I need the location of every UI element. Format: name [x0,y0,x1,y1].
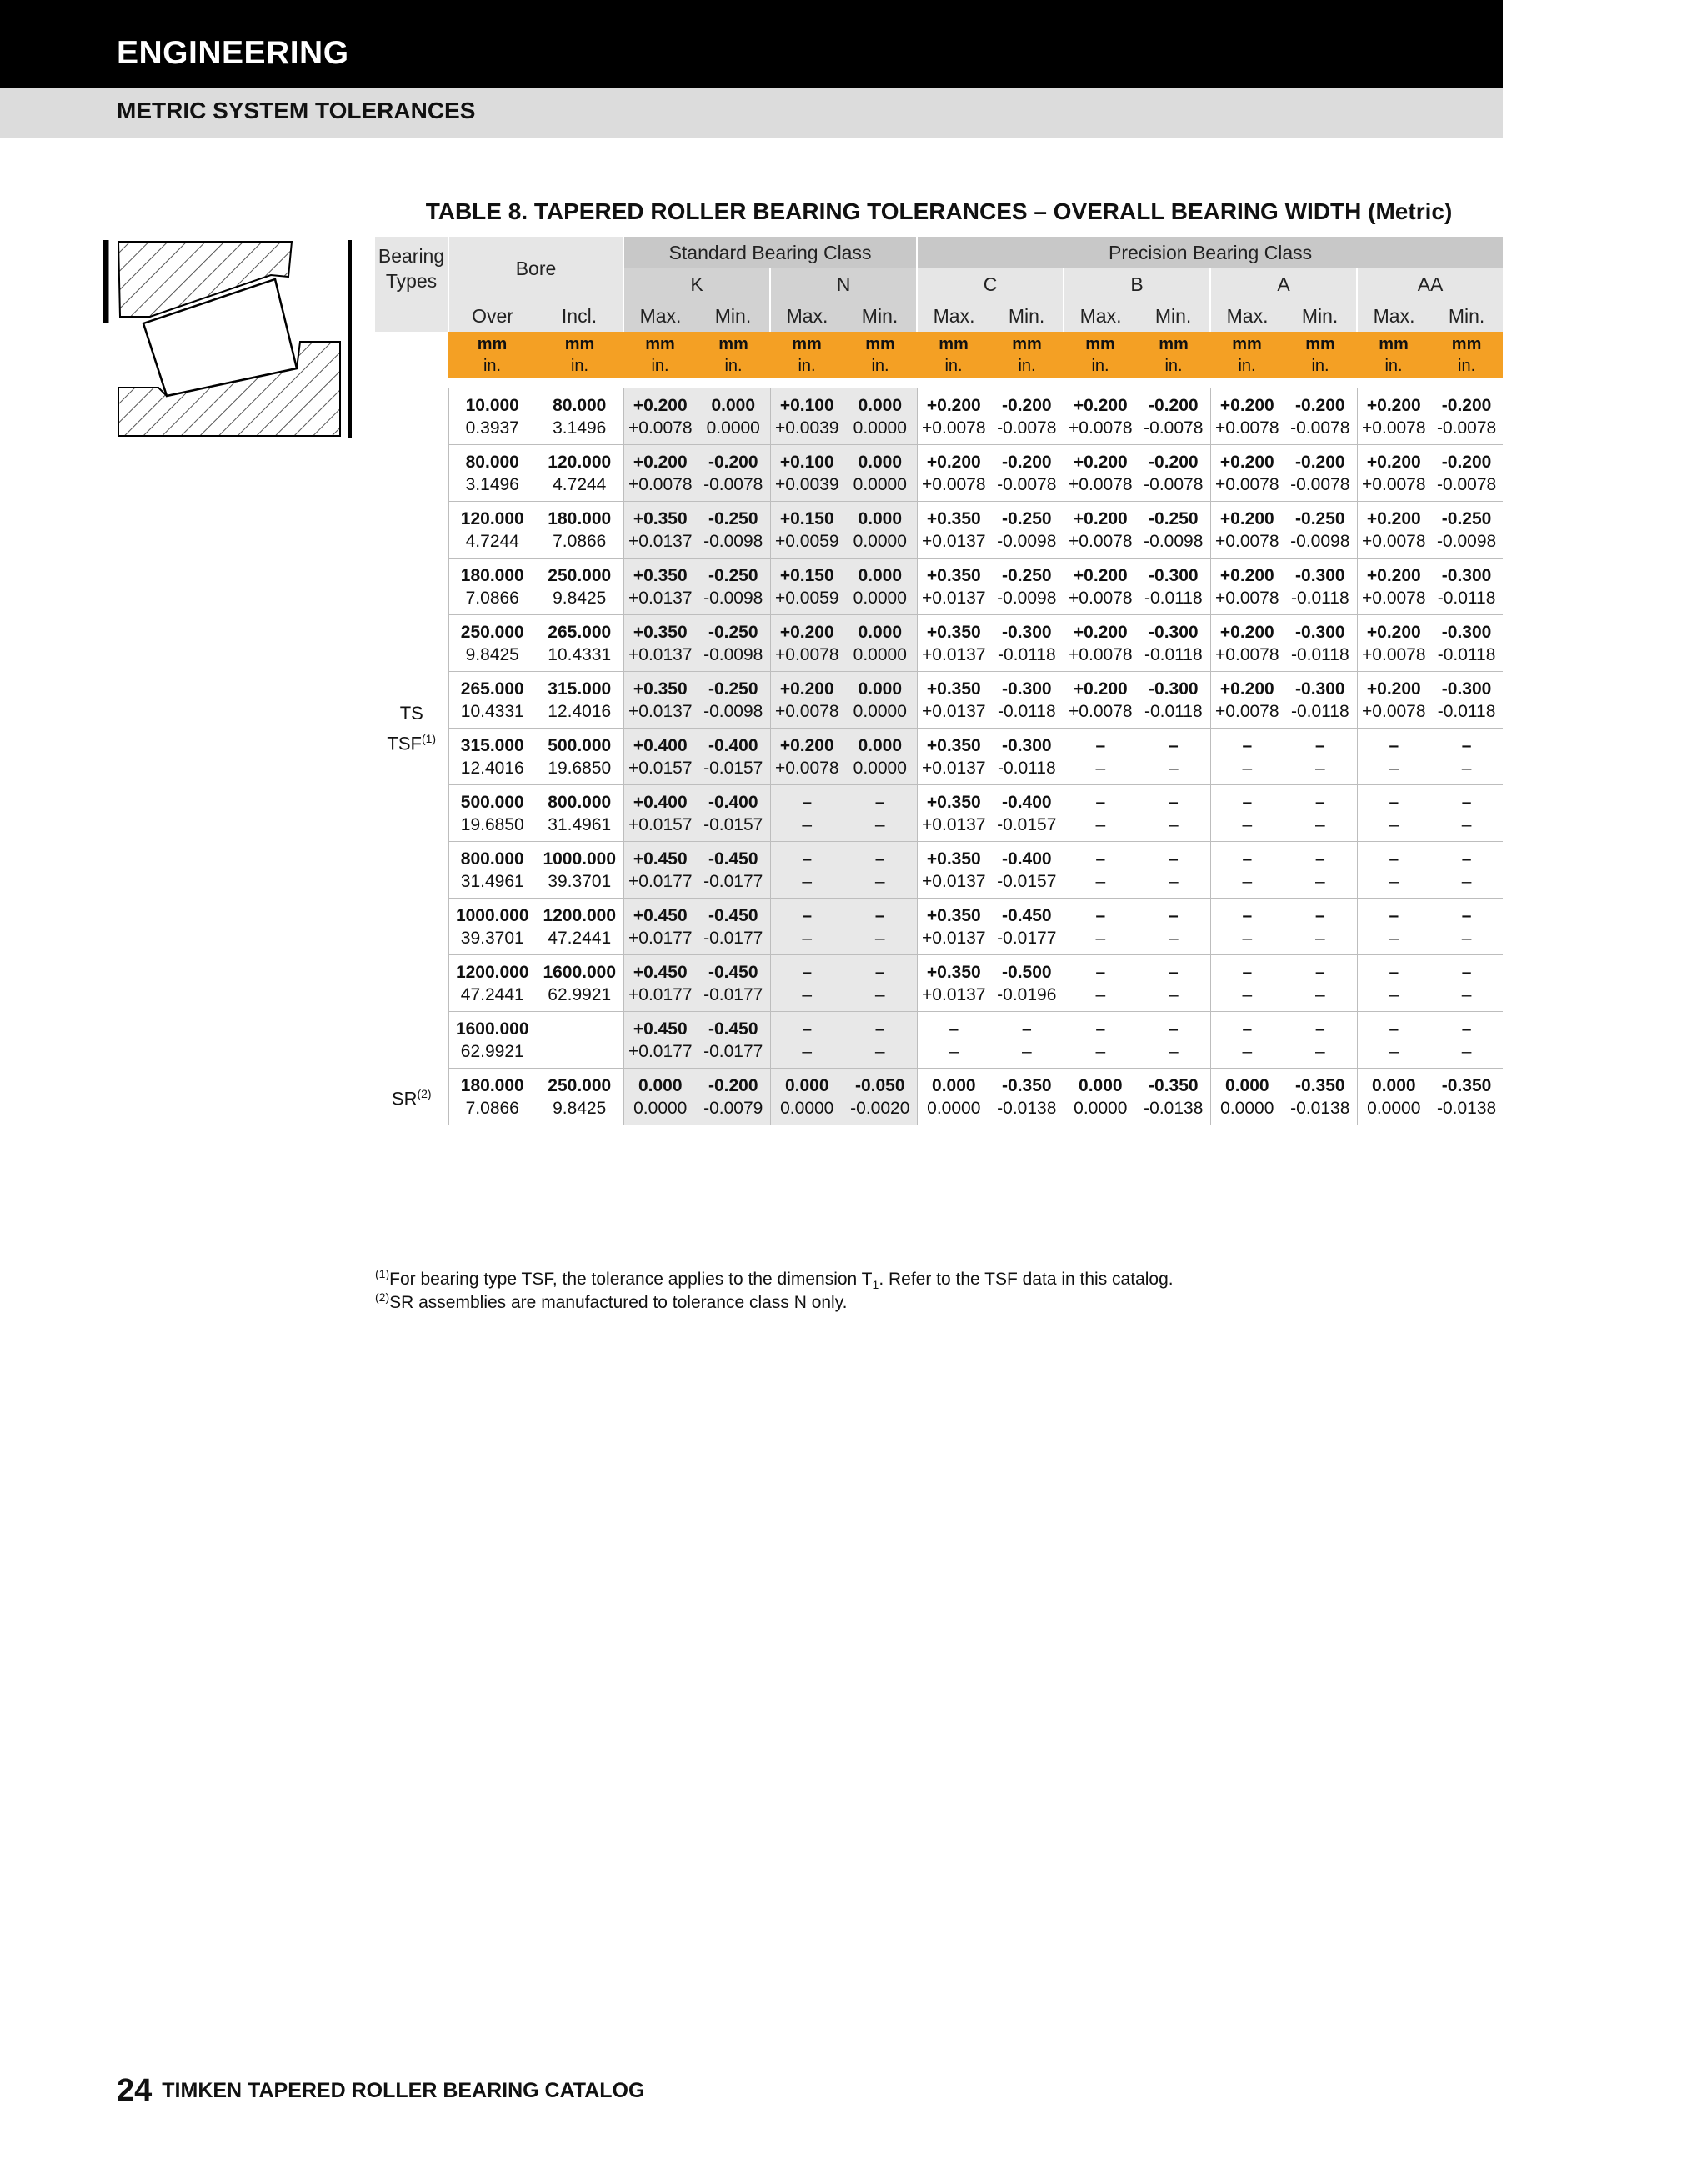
tolerance-cell: – – [843,899,917,955]
tolerance-cell: -0.350 -0.0138 [1137,1069,1210,1125]
tolerance-cell: +0.350 +0.0137 [917,785,990,842]
tolerance-cell: +0.200 +0.0078 [1064,672,1137,729]
unit-cell: mm in. [448,332,536,378]
table-row [375,388,1503,445]
tolerance-cell: – – [1430,955,1503,1012]
tolerance-cell: 1600.000 62.9921 [536,955,623,1012]
tolerance-cell: -0.300 -0.0118 [1284,672,1357,729]
tolerance-cell: -0.200 -0.0078 [1430,445,1503,502]
table-title: TABLE 8. TAPERED ROLLER BEARING TOLERANCES – OVERALL BEARING WIDTH (Metric) [425,198,1453,224]
tolerance-cell: – – [1284,842,1357,899]
tolerance-cell: -0.200 -0.0079 [697,1069,770,1125]
tolerance-cell: +0.200 +0.0078 [1357,502,1430,559]
tolerance-cell: +0.200 +0.0078 [1064,502,1137,559]
tolerance-cell: – – [1064,842,1137,899]
tolerance-cell: +0.350 +0.0137 [917,729,990,785]
tolerance-cell: 265.000 10.4331 [448,672,536,729]
tolerance-cell: – – [917,1012,990,1069]
tolerance-cell: 0.000 0.0000 [1210,1069,1284,1125]
n-min-header: Min. [843,300,917,332]
class-a-header: A [1210,268,1357,300]
unit-cell: mm in. [623,332,697,378]
tolerance-cell: – – [1284,899,1357,955]
tolerance-cell: – – [990,1012,1064,1069]
tolerance-cell [536,1012,623,1069]
tolerance-cell: -0.450 -0.0177 [697,842,770,899]
tolerance-cell: – – [770,1012,843,1069]
tolerance-cell: +0.450 +0.0177 [623,842,697,899]
unit-cell: mm in. [1357,332,1430,378]
n-max-header: Max. [770,300,843,332]
unit-cell: mm in. [1210,332,1284,378]
tolerance-cell: +0.200 +0.0078 [1357,445,1430,502]
tolerance-cell: +0.450 +0.0177 [623,899,697,955]
tolerance-cell: -0.300 -0.0118 [1137,615,1210,672]
tolerance-cell: -0.400 -0.0157 [697,729,770,785]
bearing-type-sr: SR$^{(2)}$ [375,1069,448,1125]
tolerance-cell: +0.200 +0.0078 [770,615,843,672]
tolerance-cell: -0.500 -0.0196 [990,955,1064,1012]
tolerance-cell: 80.000 3.1496 [536,388,623,445]
tolerance-cell: +0.150 +0.0059 [770,502,843,559]
tolerance-cell: 250.000 9.8425 [448,615,536,672]
tolerance-cell: – – [1137,729,1210,785]
tolerance-cell: +0.350 +0.0137 [917,955,990,1012]
table-row [375,1069,1503,1125]
subsection-title: METRIC SYSTEM TOLERANCES [117,98,476,123]
tolerance-cell: – – [770,955,843,1012]
tolerance-cell: 250.000 9.8425 [536,559,623,615]
footnote-2: $^{(2)}$SR assemblies are manufactured to tolerance class N only. [375,1290,848,1312]
tolerance-cell: – – [1284,729,1357,785]
tolerance-cell: -0.250 -0.0098 [697,502,770,559]
tolerance-cell: +0.200 +0.0078 [1210,615,1284,672]
tolerance-cell: – – [1064,955,1137,1012]
tolerance-cell: – – [1357,899,1430,955]
tolerance-cell: 250.000 9.8425 [536,1069,623,1125]
tolerance-cell: 120.000 4.7244 [536,445,623,502]
tolerance-cell: 800.000 31.4961 [448,842,536,899]
tolerance-cell: -0.450 -0.0177 [697,1012,770,1069]
tolerance-cell: +0.350 +0.0137 [623,559,697,615]
tolerance-cell: 0.000 0.0000 [843,729,917,785]
tolerance-cell: – – [1137,955,1210,1012]
tolerance-cell: -0.300 -0.0118 [1284,559,1357,615]
page-number: 24 [117,2073,153,2108]
tolerance-cell: -0.300 -0.0118 [1430,615,1503,672]
tolerance-cell: -0.250 -0.0098 [697,615,770,672]
tolerance-cell: – – [1210,899,1284,955]
tolerance-cell: – – [1357,1012,1430,1069]
table-row [375,1012,1503,1069]
tolerance-cell: – – [1064,729,1137,785]
tolerance-cell: +0.200 +0.0078 [1210,559,1284,615]
tolerance-cell: – – [1430,899,1503,955]
tolerance-cell: +0.200 +0.0078 [917,388,990,445]
bore-incl-header: Incl. [536,300,623,332]
table-row [375,672,1503,729]
tolerance-cell: – – [1430,1012,1503,1069]
tolerance-cell: 315.000 12.4016 [536,672,623,729]
tolerance-cell: -0.300 -0.0118 [990,672,1064,729]
col-precision-class: Precision Bearing Class [917,237,1503,268]
a-min-header: Min. [1284,300,1357,332]
page-footer [117,2073,644,2109]
tolerance-cell: +0.200 +0.0078 [1064,388,1137,445]
tolerance-cell: 315.000 12.4016 [448,729,536,785]
tolerance-cell: 10.000 0.3937 [448,388,536,445]
table-row [375,559,1503,615]
col-bearing-types: Bearing Types [375,237,448,300]
tolerance-cell: – – [1210,1012,1284,1069]
tolerance-cell: -0.350 -0.0138 [990,1069,1064,1125]
tolerance-cell: – – [1284,1012,1357,1069]
tolerance-cell: +0.100 +0.0039 [770,445,843,502]
tolerance-cell: +0.200 +0.0078 [623,388,697,445]
tolerance-cell: 0.000 0.0000 [843,615,917,672]
tolerance-cell: 0.000 0.0000 [843,502,917,559]
tolerance-cell: 0.000 0.0000 [843,388,917,445]
tolerance-cell: – – [1284,785,1357,842]
col-bore: Bore [448,237,623,300]
tolerance-cell: 0.000 0.0000 [1357,1069,1430,1125]
c-max-header: Max. [917,300,990,332]
tolerance-cell: +0.400 +0.0157 [623,729,697,785]
tolerance-cell: -0.250 -0.0098 [1430,502,1503,559]
unit-cell: mm in. [990,332,1064,378]
tolerance-cell: 180.000 7.0866 [448,559,536,615]
tolerance-cell: -0.300 -0.0118 [1430,672,1503,729]
tolerance-cell: +0.200 +0.0078 [623,445,697,502]
tolerance-cell: -0.250 -0.0098 [697,559,770,615]
tolerance-cell: -0.350 -0.0138 [1284,1069,1357,1125]
tolerance-cell: -0.250 -0.0098 [1137,502,1210,559]
tolerance-cell: 500.000 19.6850 [536,729,623,785]
tolerance-cell: 1000.000 39.3701 [536,842,623,899]
unit-cell: mm in. [536,332,623,378]
tolerance-cell: -0.200 -0.0078 [1284,445,1357,502]
unit-cell: mm in. [1284,332,1357,378]
tolerance-cell: – – [1064,785,1137,842]
tolerance-cell: – – [1357,955,1430,1012]
tolerance-cell: -0.250 -0.0098 [990,559,1064,615]
tolerance-cell: – – [770,899,843,955]
tolerance-cell: – – [1357,785,1430,842]
tolerance-cell: +0.400 +0.0157 [623,785,697,842]
tolerance-cell: -0.300 -0.0118 [990,729,1064,785]
c-min-header: Min. [990,300,1064,332]
tolerance-cell: -0.300 -0.0118 [1284,615,1357,672]
tolerance-cell: 0.000 0.0000 [623,1069,697,1125]
tolerance-cell: +0.350 +0.0137 [623,615,697,672]
tolerance-cell: -0.300 -0.0118 [990,615,1064,672]
unit-cell: mm in. [1137,332,1210,378]
tolerance-cell: +0.350 +0.0137 [917,615,990,672]
tolerance-cell: 0.000 0.0000 [843,445,917,502]
tolerance-cell: -0.050 -0.0020 [843,1069,917,1125]
tolerance-cell: – – [1137,842,1210,899]
unit-cell: mm in. [697,332,770,378]
k-min-header: Min. [697,300,770,332]
table-row [375,842,1503,899]
unit-cell: mm in. [917,332,990,378]
tolerance-cell: +0.350 +0.0137 [623,502,697,559]
unit-cell: mm in. [1064,332,1137,378]
tolerance-cell: +0.200 +0.0078 [1064,445,1137,502]
tolerance-cell: – – [1210,955,1284,1012]
tolerance-cell: -0.300 -0.0118 [1430,559,1503,615]
tolerance-cell: +0.350 +0.0137 [917,842,990,899]
table-row [375,899,1503,955]
tolerance-cell: +0.200 +0.0078 [770,672,843,729]
tolerance-cell: – – [1430,785,1503,842]
tolerance-cell: 120.000 4.7244 [448,502,536,559]
tolerance-cell: 265.000 10.4331 [536,615,623,672]
section-title: ENGINEERING [117,35,349,71]
tolerance-cell: -0.450 -0.0177 [697,899,770,955]
bearing-width-diagram-icon [100,233,358,442]
tolerance-cell: – – [843,955,917,1012]
tolerance-cell: 180.000 7.0866 [536,502,623,559]
tolerance-cell: 500.000 19.6850 [448,785,536,842]
tolerance-cell: +0.450 +0.0177 [623,1012,697,1069]
tolerance-cell: 180.000 7.0866 [448,1069,536,1125]
tolerance-cell: 80.000 3.1496 [448,445,536,502]
unit-cell: mm in. [1430,332,1503,378]
unit-cell: mm in. [843,332,917,378]
tolerance-cell: 0.000 0.0000 [770,1069,843,1125]
tolerance-cell: 1600.000 62.9921 [448,1012,536,1069]
table-row [375,615,1503,672]
tolerance-cell: -0.200 -0.0078 [990,445,1064,502]
tolerance-cell: – – [1210,785,1284,842]
k-max-header: Max. [623,300,697,332]
tolerance-cell: +0.200 +0.0078 [1210,445,1284,502]
col-standard-class: Standard Bearing Class [623,237,917,268]
aa-max-header: Max. [1357,300,1430,332]
tolerance-cell: +0.200 +0.0078 [917,445,990,502]
units-blank [375,332,448,378]
tolerance-table [375,237,1503,1125]
tolerance-cell: +0.350 +0.0137 [917,672,990,729]
tolerance-cell: +0.200 +0.0078 [1210,672,1284,729]
tolerance-cell: +0.100 +0.0039 [770,388,843,445]
table-row [375,955,1503,1012]
aa-min-header: Min. [1430,300,1503,332]
tolerance-cell: -0.200 -0.0078 [1137,445,1210,502]
tolerance-cell: +0.200 +0.0078 [1064,615,1137,672]
tolerance-cell: – – [843,842,917,899]
tolerance-cell: +0.450 +0.0177 [623,955,697,1012]
tolerance-cell: -0.200 -0.0078 [1284,388,1357,445]
tolerance-cell: – – [1284,955,1357,1012]
tolerance-cell: -0.450 -0.0177 [990,899,1064,955]
tolerance-cell: +0.350 +0.0137 [917,899,990,955]
tolerance-cell: +0.200 +0.0078 [1210,388,1284,445]
tolerance-cell: 0.000 0.0000 [1064,1069,1137,1125]
b-max-header: Max. [1064,300,1137,332]
tolerance-cell: -0.400 -0.0157 [990,842,1064,899]
tolerance-cell: -0.350 -0.0138 [1430,1069,1503,1125]
tolerance-cell: +0.200 +0.0078 [1064,559,1137,615]
tolerance-cell: 1200.000 47.2441 [536,899,623,955]
tolerance-cell: – – [770,842,843,899]
tolerance-cell: +0.200 +0.0078 [1357,388,1430,445]
unit-cell: mm in. [770,332,843,378]
catalog-title: TIMKEN TAPERED ROLLER BEARING CATALOG [162,2079,645,2102]
class-c-header: C [917,268,1064,300]
tolerance-cell: – – [1210,842,1284,899]
tolerance-cell: -0.450 -0.0177 [697,955,770,1012]
table-row [375,502,1503,559]
tolerance-cell: – – [1357,729,1430,785]
tolerance-cell: – – [1357,842,1430,899]
tolerance-cell: -0.300 -0.0118 [1137,559,1210,615]
tolerance-cell: 1000.000 39.3701 [448,899,536,955]
tolerance-cell: +0.200 +0.0078 [1357,672,1430,729]
tolerance-cell: -0.250 -0.0098 [697,672,770,729]
class-aa-header: AA [1357,268,1503,300]
blank-header-cell [375,300,448,332]
tolerance-cell: +0.200 +0.0078 [1210,502,1284,559]
tolerance-cell: -0.400 -0.0157 [990,785,1064,842]
tolerance-cell: – – [1430,842,1503,899]
a-max-header: Max. [1210,300,1284,332]
tolerance-cell: – – [1430,729,1503,785]
tolerance-cell: 800.000 31.4961 [536,785,623,842]
table-row [375,785,1503,842]
tolerance-cell: – – [1064,899,1137,955]
tolerance-cell: -0.200 -0.0078 [1137,388,1210,445]
tolerance-cell: – – [1137,1012,1210,1069]
class-n-header: N [770,268,917,300]
class-k-header: K [623,268,770,300]
tolerance-cell: +0.200 +0.0078 [1357,559,1430,615]
tolerance-cell: -0.300 -0.0118 [1137,672,1210,729]
tolerance-cell: – – [1137,899,1210,955]
tolerance-cell: 0.000 0.0000 [843,559,917,615]
tolerance-cell: -0.250 -0.0098 [1284,502,1357,559]
bore-over-header: Over [448,300,536,332]
tolerance-cell: – – [843,785,917,842]
tolerance-cell: -0.400 -0.0157 [697,785,770,842]
table-row [375,445,1503,502]
tolerance-cell: – – [770,785,843,842]
table-row [375,729,1503,785]
tolerance-cell: – – [1137,785,1210,842]
tolerance-cell: 0.000 0.0000 [697,388,770,445]
bearing-type-ts-tsf: TS TSF$^{(1)}$ [387,702,437,754]
class-b-header: B [1064,268,1210,300]
tolerance-cell: +0.350 +0.0137 [623,672,697,729]
footnote-1: $^{(1)}$For bearing type TSF, the tolerance applies to the dimension $T_1$. Refer to the TSF data in this catalog. [375,1267,1174,1292]
tolerance-cell: – – [1064,1012,1137,1069]
tolerance-cell: +0.350 +0.0137 [917,559,990,615]
b-min-header: Min. [1137,300,1210,332]
tolerance-cell: -0.250 -0.0098 [990,502,1064,559]
tolerance-cell: -0.200 -0.0078 [697,445,770,502]
tolerance-cell: -0.200 -0.0078 [990,388,1064,445]
tolerance-cell: -0.200 -0.0078 [1430,388,1503,445]
tolerance-cell: 0.000 0.0000 [843,672,917,729]
tolerance-cell: – – [1210,729,1284,785]
tolerance-cell: +0.350 +0.0137 [917,502,990,559]
tolerance-cell: +0.150 +0.0059 [770,559,843,615]
tolerance-cell: – – [843,1012,917,1069]
tolerance-cell: 0.000 0.0000 [917,1069,990,1125]
tolerance-cell: 1200.000 47.2441 [448,955,536,1012]
tolerance-cell: +0.200 +0.0078 [770,729,843,785]
units-row [375,332,1503,378]
tolerance-cell: +0.200 +0.0078 [1357,615,1430,672]
